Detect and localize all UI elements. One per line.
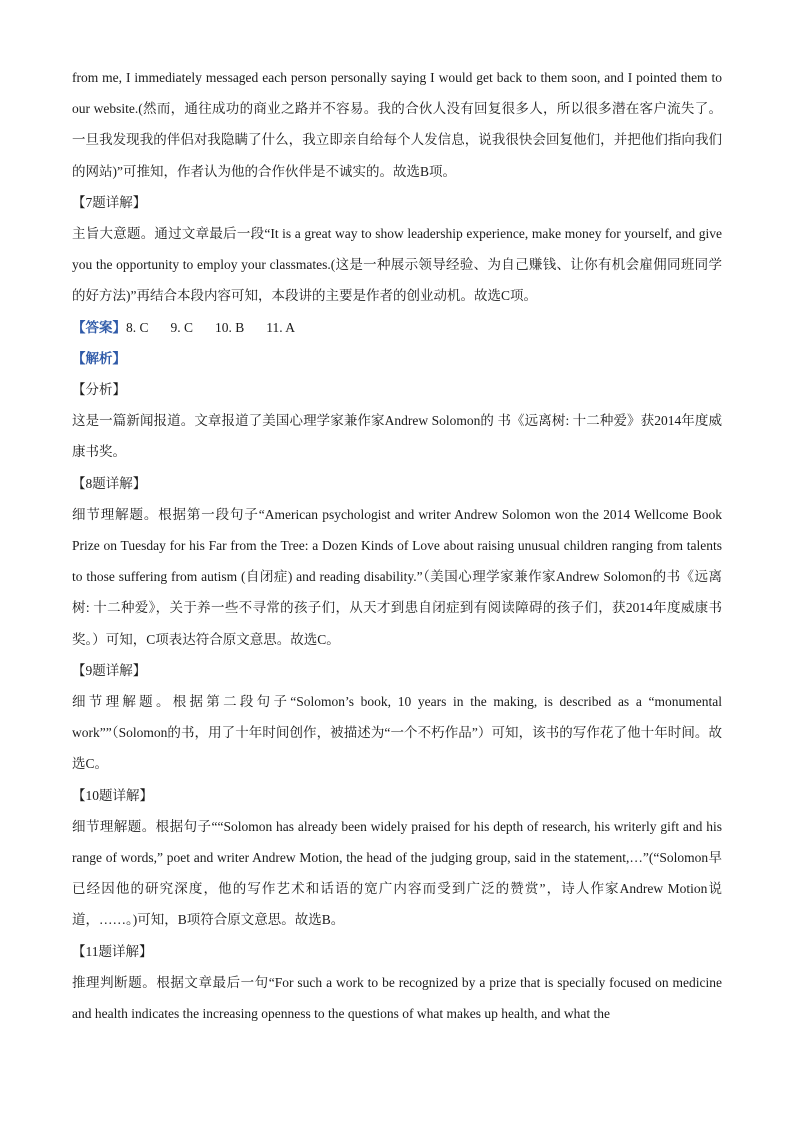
fenxi-heading: 【分析】 [72, 382, 126, 398]
document-page [72, 62, 722, 1029]
q10-explanation: 细节理解题。根据句子““Solomon has already been widely praised for his depth of research, his writerly gift and his range of words,” poet and writer Andrew Motion, the head of the judging group, said in the statement,…”(“Solomon早已经因他的研究深度，他的写作艺术和话语的宽广内容而受到广泛的赞赏”，诗人作家Andrew Motion说道，……。)可知，B项符合原文意思。故选B。 [72, 818, 722, 928]
jiexi-heading: 【解析】 [72, 350, 126, 366]
q7-explanation: 主旨大意题。通过文章最后一段“It is a great way to show leadership experience, make money for yourself, and give you the opportunity to employ your classmates.(这是一种展示领导经验、为自己赚钱、让你有机会雇佣同班同学的好方法)”再结合本段内容可知，本段讲的主要是作者的创业动机。故选C项。 [72, 226, 722, 304]
continuation-paragraph: from me, I immediately messaged each person personally saying I would get back to them soon, and I pointed them to our website.(然而，通往成功的商业之路并不容易。我的合伙人没有回复很多人，所以很多潜在客户流失了。一旦我发现我的伴侣对我隐瞒了什么，我立即亲自给每个人发信息，说我很快会回复他们，并把他们指向我们的网站)”可推知，作者认为他的合作伙伴是不诚实的。故选B项。 [72, 70, 722, 179]
answer-item: 11. A [266, 319, 296, 335]
q11-explanation: 推理判断题。根据文章最后一句“For such a work to be recognized by a prize that is specially focused on medicine and health indicates the increasing openness to the questions of what makes up health, and what the [72, 974, 722, 1022]
fenxi-text: 这是一篇新闻报道。文章报道了美国心理学家兼作家Andrew Solomon的 书《远离树: 十二种爱》获2014年度威康书奖。 [72, 413, 722, 460]
q11-heading: 【11题详解】 [72, 943, 153, 959]
answer-label: 【答案】 [72, 319, 126, 335]
q7-heading: 【7题详解】 [72, 194, 147, 210]
q8-heading: 【8题详解】 [72, 475, 147, 491]
q9-heading: 【9题详解】 [72, 662, 147, 678]
answer-item: 9. C [170, 319, 194, 335]
answer-line [72, 312, 722, 343]
q10-heading: 【10题详解】 [72, 787, 153, 803]
answer-item: 8. C [126, 319, 149, 335]
answer-item: 10. B [215, 319, 245, 335]
q8-explanation: 细节理解题。根据第一段句子“American psychologist and writer Andrew Solomon won the 2014 Wellcome Book Prize on Tuesday for his Far from the Tree: a Dozen Kinds of Love about raising unusual children ranging from talents to those suffering from autism (自闭症) and reading disability.”（美国心理学家兼作家Andrew Solomon的书《远离树: 十二种爱》，关于养一些不寻常的孩子们，从天才到患自闭症到有阅读障碍的孩子们，获2014年度威康书奖。）可知，C项表达符合原文意思。故选C。 [72, 506, 722, 647]
q9-explanation: 细节理解题。根据第二段句子“Solomon’s book, 10 years in the making, is described as a “monumental work””（Solomon的书，用了十年时间创作，被描述为“一个不朽作品”）可知，该书的写作花了他十年时间。故选C。 [72, 694, 722, 772]
